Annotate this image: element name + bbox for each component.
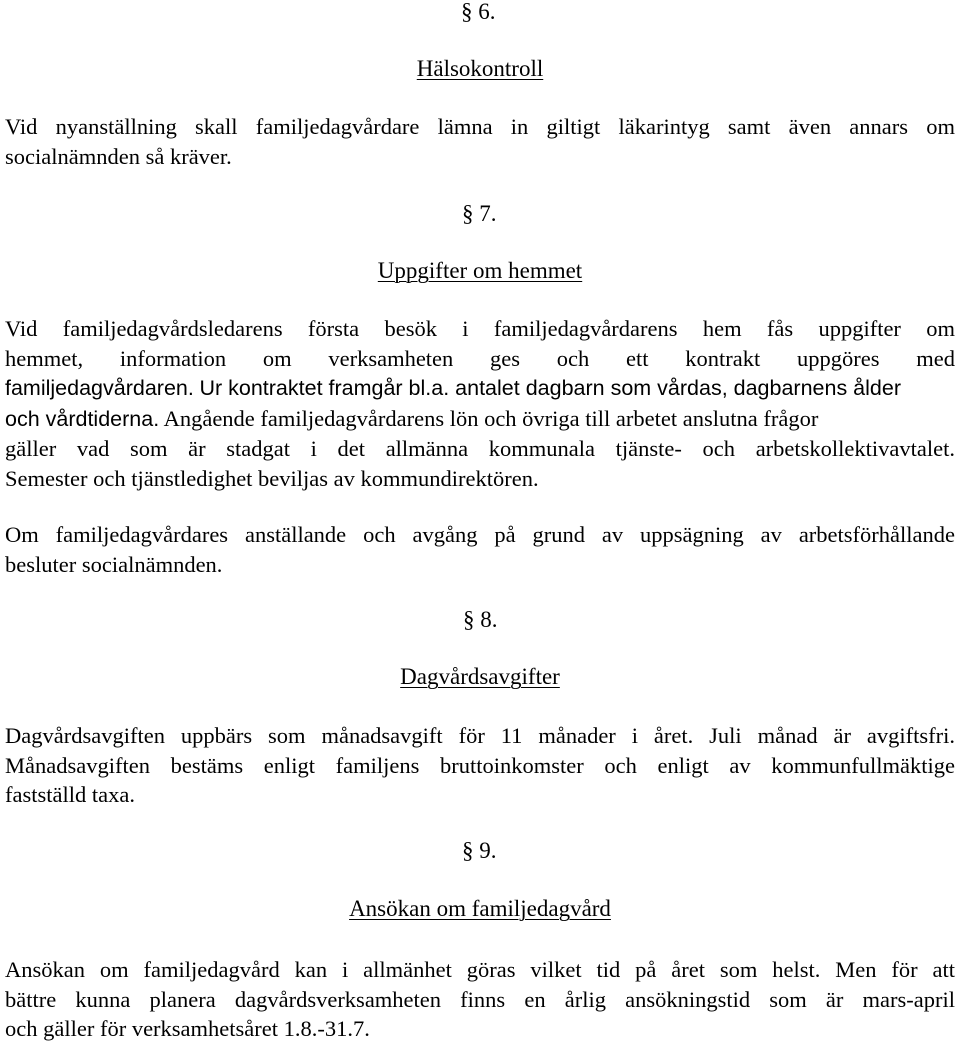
- section-7-paragraph-2: [5, 520, 955, 579]
- section-6-paragraph-1: [5, 112, 955, 171]
- paragraph-line: [5, 373, 955, 404]
- section-7-paragraph-1: [5, 314, 955, 494]
- paragraph-segment: familjedagvårdaren.: [5, 376, 194, 401]
- paragraph-segment: Ur kontraktet framgår bl.a. antalet dagbarn som vårdas, dagbarnens ålder: [199, 376, 901, 401]
- paragraph-line: Vid nyanställning skall familjedagvårdare lämna in giltigt läkarintyg samt även annars om: [5, 114, 955, 139]
- section-7-number: § 7.: [462, 201, 497, 226]
- paragraph-line: [5, 404, 955, 435]
- paragraph-line: fastställd taxa.: [5, 782, 135, 808]
- section-9-number: § 9.: [462, 838, 497, 863]
- section-6-number: § 6.: [461, 0, 496, 24]
- paragraph-line: och gäller för verksamhetsåret 1.8.-31.7.: [5, 1016, 370, 1042]
- paragraph-line: Dagvårdsavgiften uppbärs som månadsavgift för 11 månader i året. Juli månad är avgiftsfri.: [5, 723, 955, 748]
- paragraph-line: Vid familjedagvårdsledarens första besök i familjedagvårdarens hem fås uppgifter om: [5, 316, 955, 341]
- paragraph-line: besluter socialnämnden.: [5, 551, 223, 577]
- section-8-number: § 8.: [463, 607, 498, 632]
- paragraph-segment: och vårdtiderna.: [5, 406, 160, 431]
- paragraph-line: Semester och tjänstledighet beviljas av kommundirektören.: [5, 465, 539, 491]
- paragraph-line: Månadsavgiften bestäms enligt familjens bruttoinkomster och enligt av kommunfullmäktige: [5, 752, 955, 778]
- section-8-title: Dagvårdsavgifter: [400, 664, 560, 689]
- paragraph-line: Om familjedagvårdares anställande och avgång på grund av uppsägning av arbetsförhållande: [5, 522, 955, 547]
- section-7-title: Uppgifter om hemmet: [377, 258, 583, 283]
- section-6-title: Hälsokontroll: [416, 56, 544, 81]
- paragraph-line: gäller vad som är stadgat i det allmänna kommunala tjänste- och arbetskollektivavtalet.: [5, 436, 955, 462]
- paragraph-line: Ansökan om familjedagvård kan i allmänhet göras vilket tid på året som helst. Men för att: [5, 957, 955, 982]
- paragraph-line: hemmet, information om verksamheten ges och ett kontrakt uppgöres med: [5, 345, 955, 371]
- section-9-title: Ansökan om familjedagvård: [349, 896, 611, 921]
- paragraph-segment: Angående familjedagvårdarens lön och övriga till arbetet anslutna frågor: [163, 405, 819, 431]
- paragraph-line: bättre kunna planera dagvårdsverksamheten finns en årlig ansökningstid som är mars-april: [5, 986, 955, 1012]
- section-9-paragraph-1: [5, 955, 955, 1044]
- section-8-paragraph-1: [5, 721, 955, 810]
- paragraph-line: socialnämnden så kräver.: [5, 143, 232, 169]
